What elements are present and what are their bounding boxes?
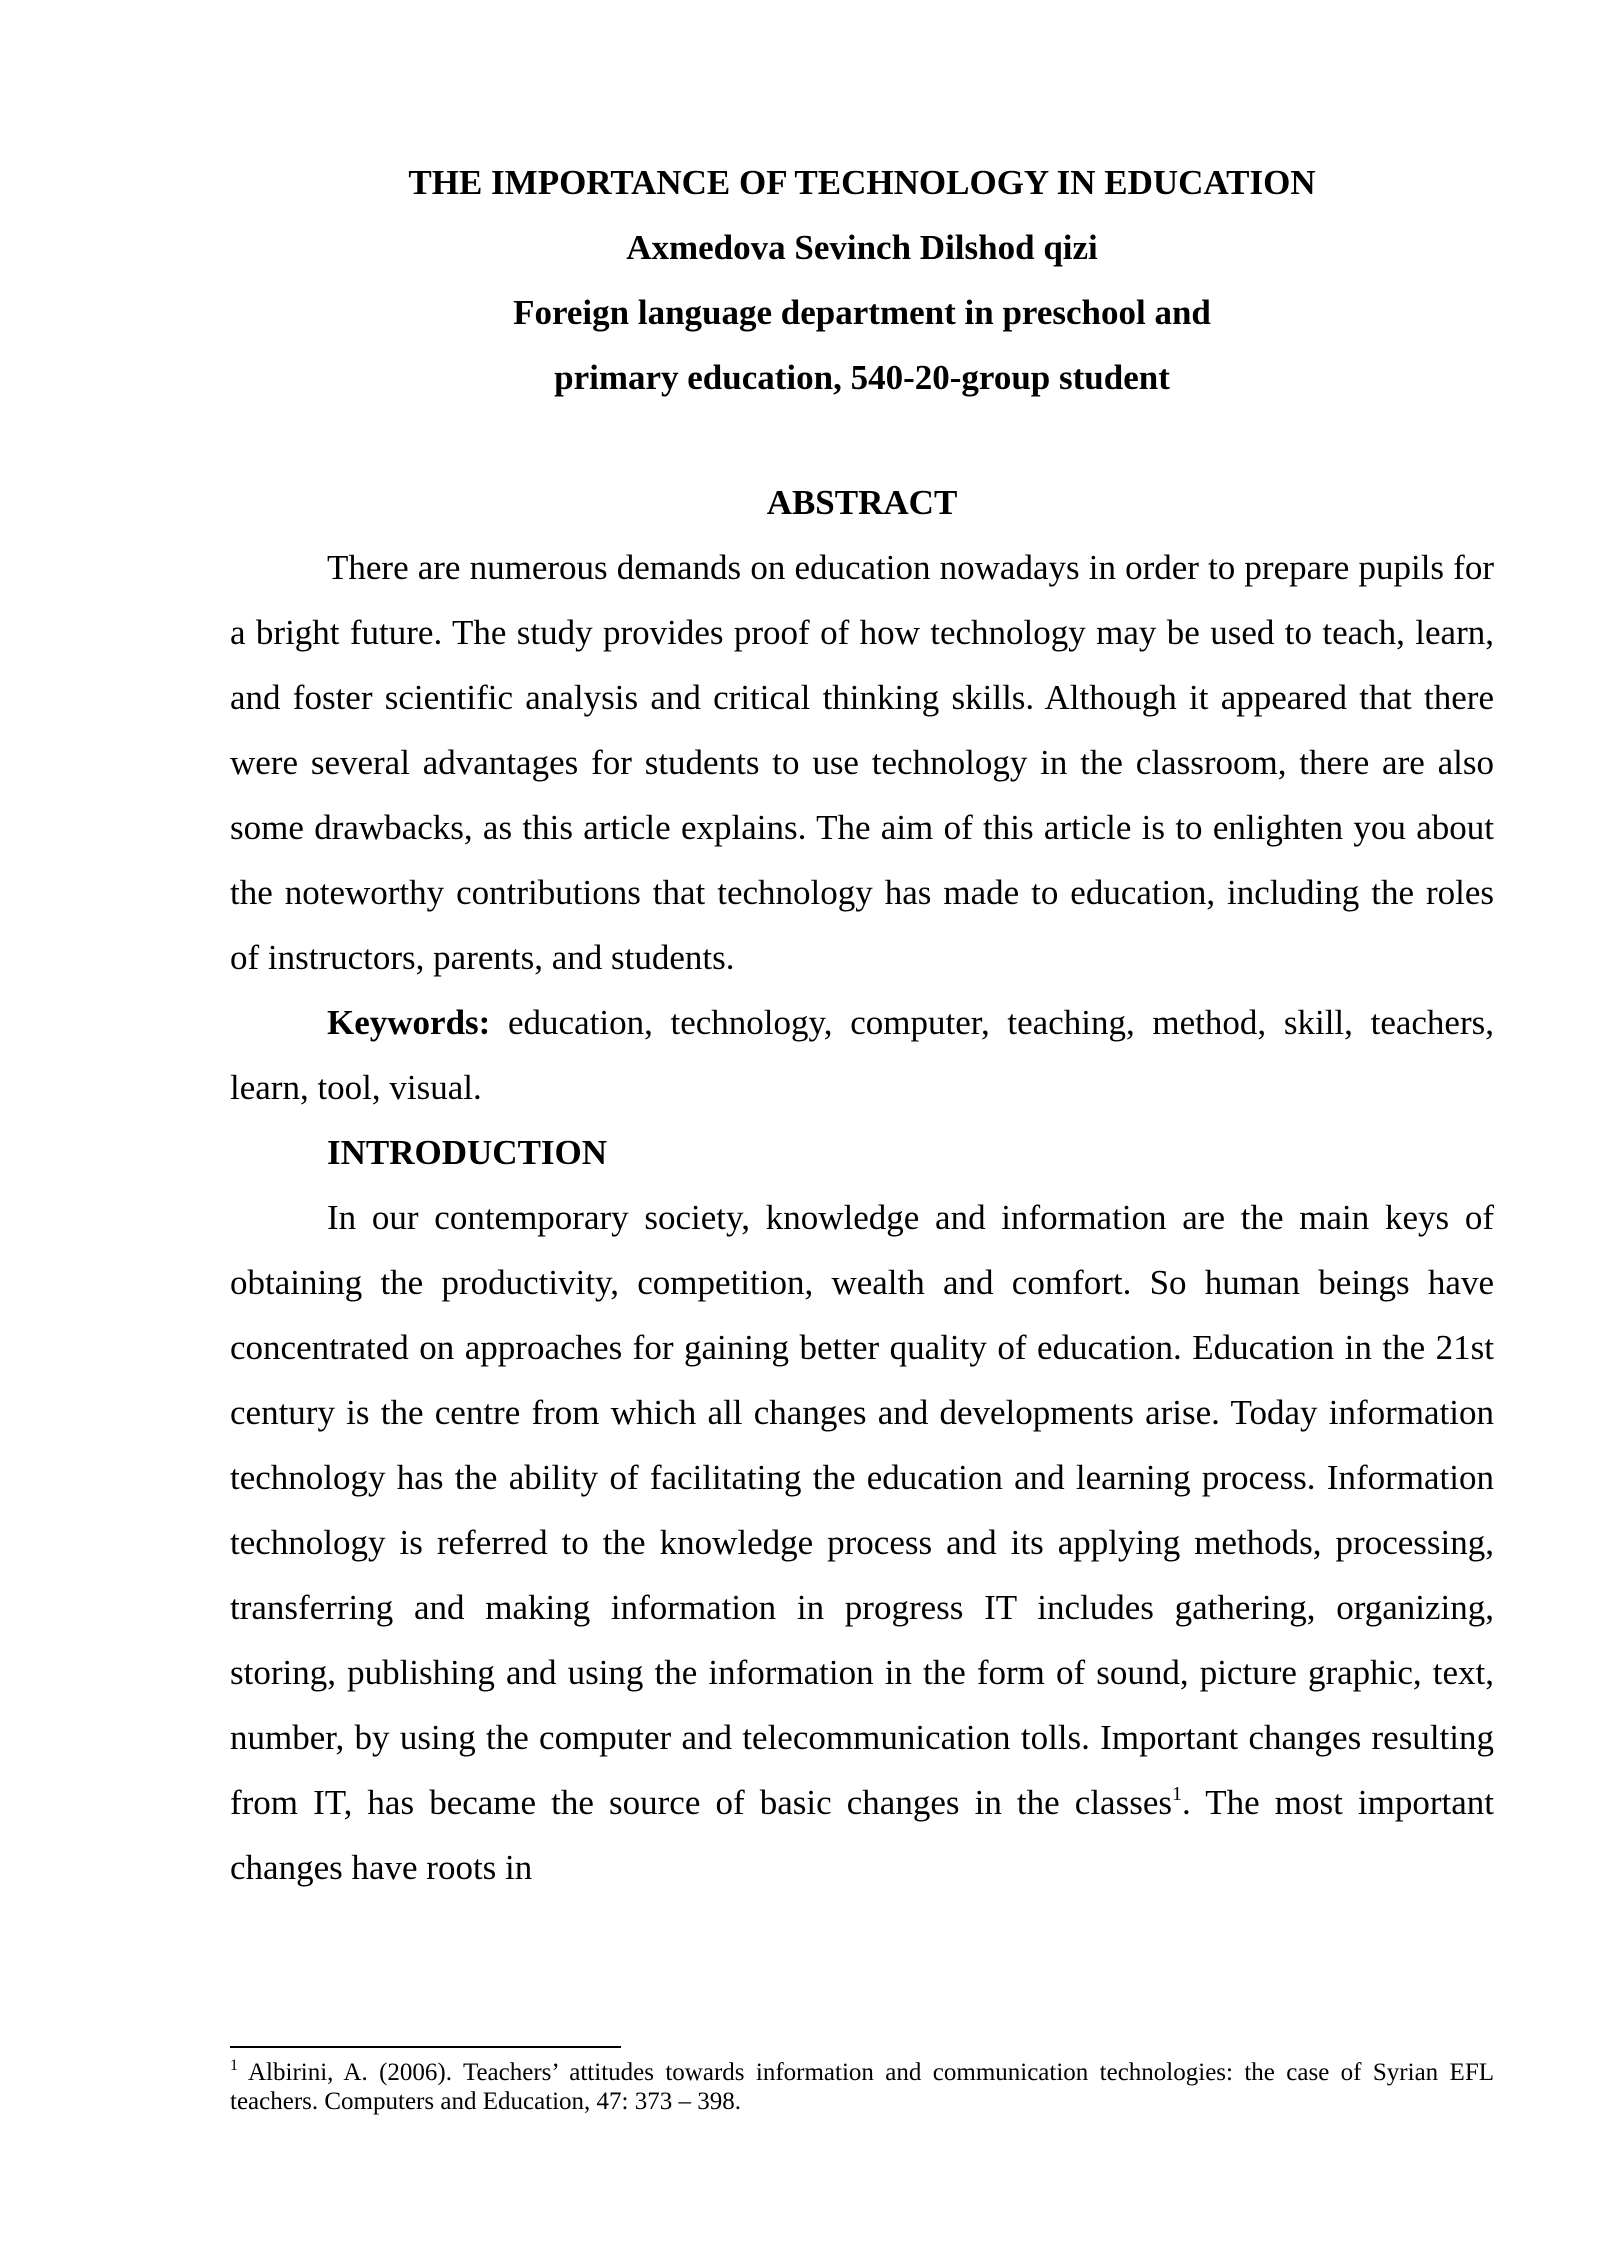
affiliation-line-2: primary education, 540-20-group student xyxy=(554,358,1170,397)
footnote-text: Albirini, A. (2006). Teachers’ attitudes towards information and communication technologies: the case of Syrian EFL teachers. Computers and Education, 47: 373 – 398. xyxy=(230,2059,1494,2115)
title-block xyxy=(230,150,1494,410)
keywords-paragraph xyxy=(230,990,1494,1120)
body-text xyxy=(230,535,1494,1900)
footnote-reference: 1 xyxy=(1172,1783,1182,1805)
footnote-marker: 1 xyxy=(230,2057,238,2074)
author-name: Axmedova Sevinch Dilshod qizi xyxy=(626,228,1098,267)
introduction-text-continued: . The most important changes have roots in xyxy=(230,1783,1495,1887)
footnote-separator xyxy=(230,2046,621,2048)
footnote xyxy=(230,2058,1494,2116)
introduction-text: In our contemporary society, knowledge and information are the main keys of obtaining the productivity, competition, wealth and comfort. So human beings have concentrated on approaches for gaining better quality of education. Education in the 21st century is the centre from which all changes and developments arise. Today information technology has the ability of facilitating the education and learning process. Information technology is referred to the knowledge process and its applying methods, processing, transferring and making information in progress IT includes gathering, organizing, storing, publishing and using the information in the form of sound, picture graphic, text, number, by using the computer and telecommunication tolls. Important changes resulting from IT, has became the source of basic changes in the classes xyxy=(230,1198,1494,1822)
keywords-label: Keywords: xyxy=(327,1003,491,1042)
abstract-paragraph: There are numerous demands on education nowadays in order to prepare pupils for a bright future. The study provides proof of how technology may be used to teach, learn, and foster scientific analysis and critical thinking skills. Although it appeared that there were several advantages for students to use technology in the classroom, there are also some drawbacks, as this article explains. The aim of this article is to enlighten you about the noteworthy contributions that technology has made to education, including the roles of instructors, parents, and students. xyxy=(230,548,1494,977)
paper-title: THE IMPORTANCE OF TECHNOLOGY IN EDUCATION xyxy=(408,163,1316,202)
introduction-heading: INTRODUCTION xyxy=(327,1133,608,1172)
keywords-list: education, technology, computer, teaching, method, skill, teachers, learn, tool, visual. xyxy=(230,1003,1494,1107)
introduction-paragraph xyxy=(230,1185,1494,1900)
affiliation-line-1: Foreign language department in preschool and xyxy=(513,293,1211,332)
abstract-heading: ABSTRACT xyxy=(766,483,958,522)
